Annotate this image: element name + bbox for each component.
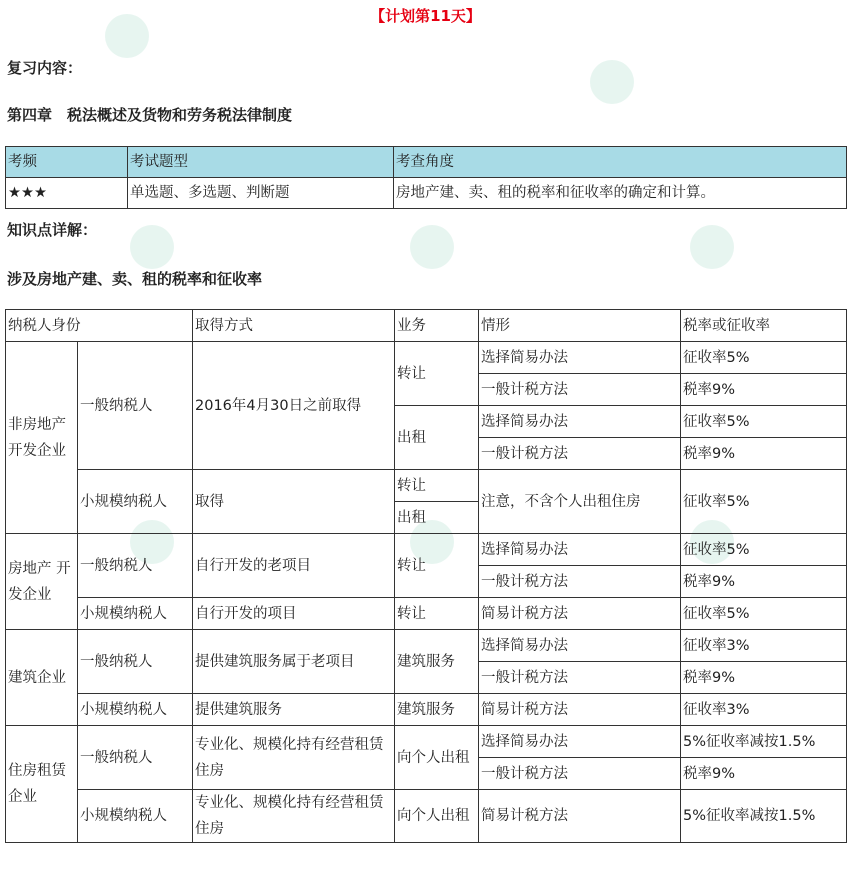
rate-cell: 5%征收率减按1.5% <box>681 790 847 843</box>
acquisition-cell: 自行开发的老项目 <box>193 534 395 598</box>
acquisition-cell: 取得 <box>193 470 395 534</box>
plan-title: 【计划第11天】 <box>370 7 481 25</box>
business-cell: 转让 <box>395 470 479 502</box>
watermark-logo <box>130 225 174 269</box>
header-frequency: 考频 <box>6 147 128 178</box>
situation-cell: 注意，不含个人出租住房 <box>479 470 681 534</box>
table-row <box>6 342 847 374</box>
situation-cell: 一般计税方法 <box>479 662 681 694</box>
business-cell: 出租 <box>395 406 479 470</box>
acquisition-cell: 提供建筑服务属于老项目 <box>193 630 395 694</box>
business-cell: 转让 <box>395 342 479 406</box>
table-row <box>6 630 847 662</box>
business-cell: 建筑服务 <box>395 694 479 726</box>
detail-header-row <box>6 310 847 342</box>
focus-text: 房地产建、卖、租的税率和征收率的确定和计算。 <box>394 178 847 209</box>
business-cell: 转让 <box>395 534 479 598</box>
taxpayer-small: 小规模纳税人 <box>78 694 193 726</box>
table-row <box>6 470 847 502</box>
watermark-logo <box>690 225 734 269</box>
acquisition-cell: 专业化、规模化持有经营租赁住房 <box>193 726 395 790</box>
table-row <box>6 726 847 758</box>
rate-cell: 税率9% <box>681 662 847 694</box>
rate-cell: 征收率5% <box>681 342 847 374</box>
situation-cell: 简易计税方法 <box>479 694 681 726</box>
table-row <box>6 534 847 566</box>
detail-table <box>5 309 847 843</box>
situation-cell: 选择简易办法 <box>479 534 681 566</box>
taxpayer-general: 一般纳税人 <box>78 630 193 694</box>
taxpayer-general: 一般纳税人 <box>78 726 193 790</box>
table-row <box>6 598 847 630</box>
situation-cell: 一般计税方法 <box>479 374 681 406</box>
table-row <box>6 790 847 843</box>
rate-cell: 征收率5% <box>681 598 847 630</box>
review-label: 复习内容： <box>7 59 83 77</box>
situation-cell: 一般计税方法 <box>479 566 681 598</box>
topic-title: 涉及房地产建、卖、租的税率和征收率 <box>7 270 263 288</box>
rate-cell: 税率9% <box>681 566 847 598</box>
knowledge-label: 知识点详解： <box>7 221 98 239</box>
group-construction: 建筑企业 <box>6 630 78 726</box>
rate-cell: 征收率3% <box>681 694 847 726</box>
rate-cell: 5%征收率减按1.5% <box>681 726 847 758</box>
business-cell: 建筑服务 <box>395 630 479 694</box>
rate-cell: 征收率5% <box>681 406 847 438</box>
situation-cell: 一般计税方法 <box>479 758 681 790</box>
header-acquisition: 取得方式 <box>193 310 395 342</box>
situation-cell: 简易计税方法 <box>479 790 681 843</box>
header-question-type: 考试题型 <box>128 147 394 178</box>
rate-cell: 征收率5% <box>681 470 847 534</box>
rate-cell: 税率9% <box>681 758 847 790</box>
situation-cell: 选择简易办法 <box>479 726 681 758</box>
acquisition-cell: 专业化、规模化持有经营租赁住房 <box>193 790 395 843</box>
header-taxpayer: 纳税人身份 <box>6 310 193 342</box>
watermark-logo <box>590 60 634 104</box>
frequency-stars: ★★★ <box>6 178 128 209</box>
rate-cell: 税率9% <box>681 374 847 406</box>
acquisition-cell: 提供建筑服务 <box>193 694 395 726</box>
situation-cell: 选择简易办法 <box>479 406 681 438</box>
watermark-logo <box>410 225 454 269</box>
header-focus: 考查角度 <box>394 147 847 178</box>
business-cell: 出租 <box>395 502 479 534</box>
situation-cell: 选择简易办法 <box>479 342 681 374</box>
taxpayer-small: 小规模纳税人 <box>78 598 193 630</box>
group-developer: 房地产 开发企业 <box>6 534 78 630</box>
question-types: 单选题、多选题、判断题 <box>128 178 394 209</box>
business-cell: 向个人出租 <box>395 726 479 790</box>
rate-cell: 征收率5% <box>681 534 847 566</box>
taxpayer-small: 小规模纳税人 <box>78 470 193 534</box>
taxpayer-small: 小规模纳税人 <box>78 790 193 843</box>
group-rental: 住房租赁企业 <box>6 726 78 843</box>
summary-table <box>5 146 847 209</box>
taxpayer-general: 一般纳税人 <box>78 342 193 470</box>
situation-cell: 一般计税方法 <box>479 438 681 470</box>
header-situation: 情形 <box>479 310 681 342</box>
business-cell: 向个人出租 <box>395 790 479 843</box>
table-row <box>6 694 847 726</box>
header-rate: 税率或征收率 <box>681 310 847 342</box>
situation-cell: 简易计税方法 <box>479 598 681 630</box>
rate-cell: 税率9% <box>681 438 847 470</box>
group-non-developer: 非房地产开发企业 <box>6 342 78 534</box>
acquisition-cell: 2016年4月30日之前取得 <box>193 342 395 470</box>
chapter-title: 第四章 税法概述及货物和劳务税法律制度 <box>7 106 293 124</box>
rate-cell: 征收率3% <box>681 630 847 662</box>
business-cell: 转让 <box>395 598 479 630</box>
acquisition-cell: 自行开发的项目 <box>193 598 395 630</box>
taxpayer-general: 一般纳税人 <box>78 534 193 598</box>
header-business: 业务 <box>395 310 479 342</box>
situation-cell: 选择简易办法 <box>479 630 681 662</box>
